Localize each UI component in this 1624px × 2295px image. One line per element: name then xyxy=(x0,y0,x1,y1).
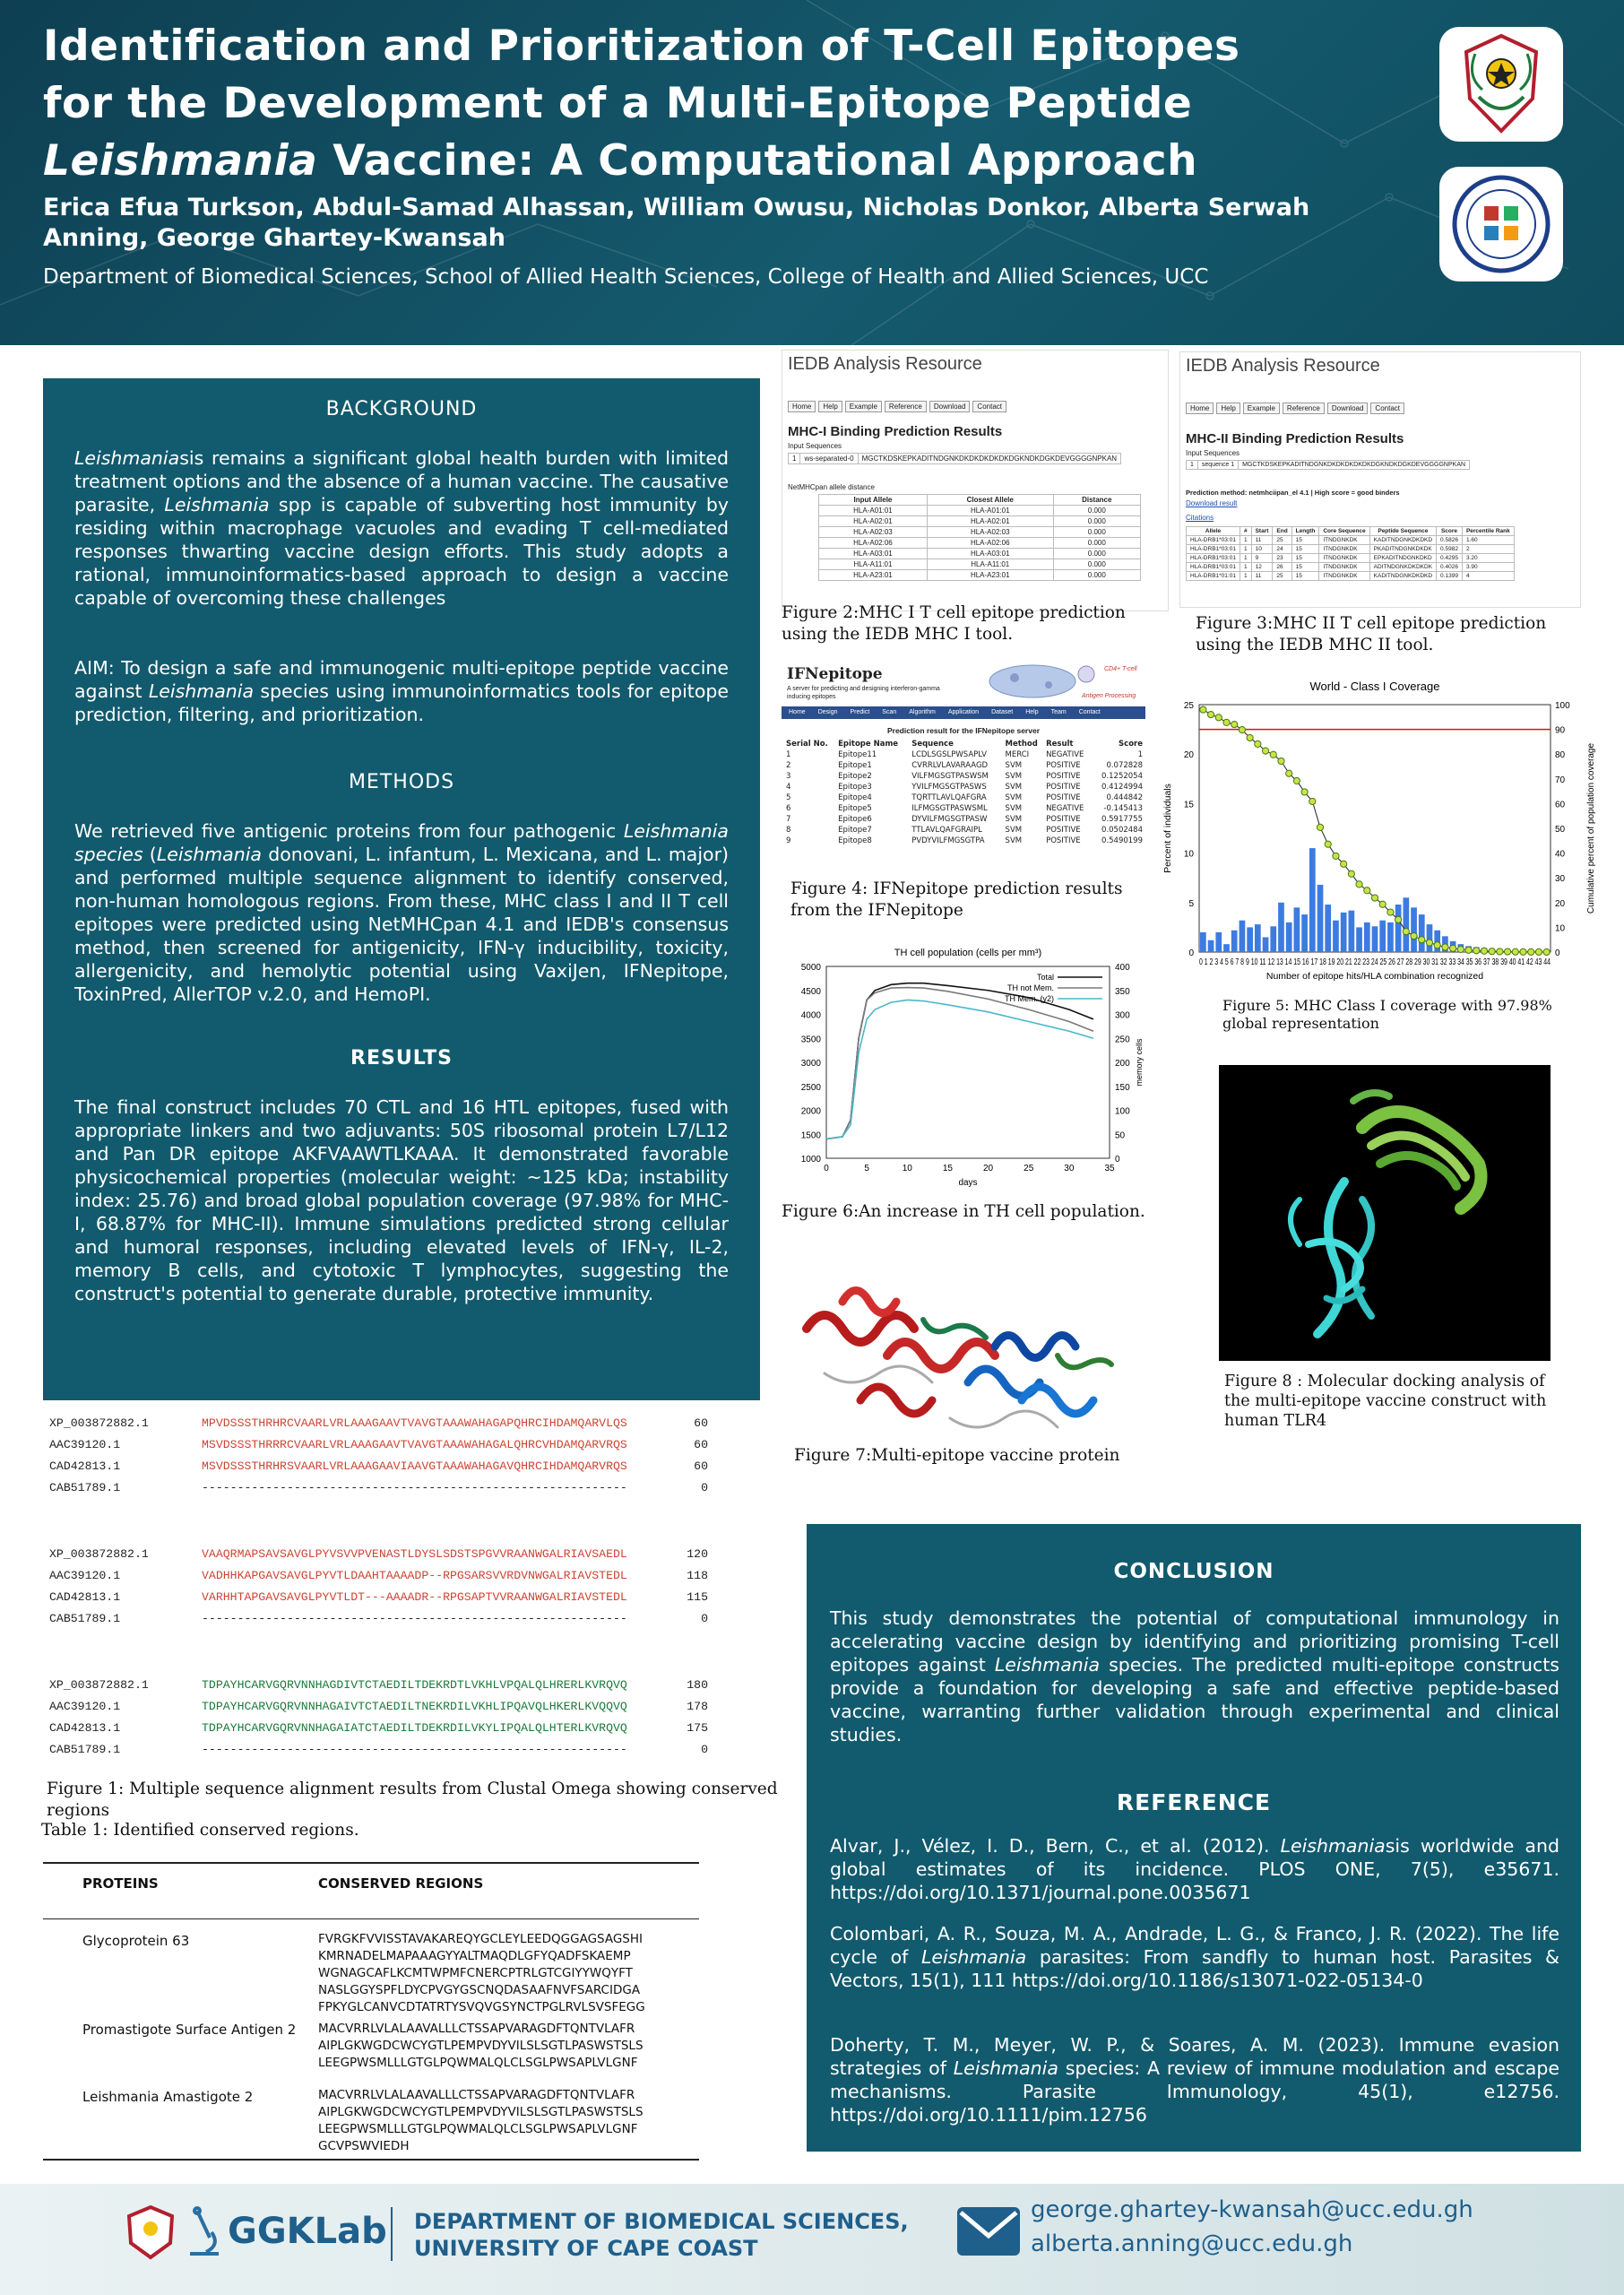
left-text-panel xyxy=(43,378,760,1400)
figure-7-protein-structure-image xyxy=(789,1248,1138,1454)
y2-tick-label: 50 xyxy=(1115,1130,1126,1141)
mail-icon xyxy=(955,2204,1022,2259)
reference-item: Alvar, J., Vélez, I. D., Bern, C., et al. (2012). Leishmaniasis worldwide and global estimates of its incidence. PLOS ONE, 7(5), e35671. https://doi.org/10.1371/journal.pone.0035671 xyxy=(830,1835,1559,1903)
coverage-bar xyxy=(1223,944,1230,952)
y2-tick-label: 40 xyxy=(1555,849,1566,860)
conclusion-heading: CONCLUSION xyxy=(1113,1560,1274,1583)
nav-algorithm[interactable]: Algorithm xyxy=(909,709,936,715)
conserved-region: MACVRRLVLALAAVALLLCTSSAPVARAGDFTQNTVLAFR AIPLGKWGDCWCYGTLPEMPVDYVILSLSGTLPASWSTSLS LEEGPWSMLLLGTGLPQWMALQLCLSGLPWSAPLVLGNF GCVPSWVIEDH xyxy=(318,2088,644,2153)
figure-3-mhc2-screenshot xyxy=(1179,351,1581,608)
cumulative-point xyxy=(1317,824,1323,830)
coverage-bar xyxy=(1333,921,1339,952)
table-1-caption: Table 1: Identified conserved regions. xyxy=(41,1821,359,1840)
table-row: HLA-A02:03 HLA-A02:03 0.000 xyxy=(819,527,1141,538)
coverage-bar xyxy=(1411,907,1417,952)
y-tick-label: 5000 xyxy=(800,963,821,973)
coverage-bar xyxy=(1247,927,1253,952)
figure-4-caption: Figure 4: IFNepitope prediction results from the IFNepitope xyxy=(790,879,1123,920)
y2-tick-label: 80 xyxy=(1555,750,1566,761)
nav-reference[interactable]: Reference xyxy=(885,401,927,412)
ifn-table-title: Prediction result for the IFNepitope server xyxy=(886,726,1041,735)
figure-4-ifnepitope-screenshot xyxy=(782,656,1145,871)
table-row: 3 Epitope2 VILFMGSGTPASWSM SVM POSITIVE 0.1252054 xyxy=(786,772,1143,781)
cohas-seal-logo xyxy=(1439,167,1563,281)
cumulative-point xyxy=(1520,948,1526,955)
legend-label: TH not Mem. xyxy=(1006,983,1054,992)
coverage-bar xyxy=(1240,921,1246,952)
table-row: HLA-A02:01 HLA-A02:01 0.000 xyxy=(819,516,1141,527)
nav-download[interactable]: Download xyxy=(929,401,971,412)
figure-2-caption: Figure 2:MHC I T cell epitope prediction using the IEDB MHC I tool. xyxy=(782,603,1126,644)
coverage-bar xyxy=(1427,924,1433,952)
y-tick-label: 4500 xyxy=(800,986,821,997)
y2-tick-label: 0 xyxy=(1555,948,1560,958)
table-bottom-rule xyxy=(43,2159,699,2161)
y-tick-label: 25 xyxy=(1183,701,1194,711)
table-header-rule xyxy=(43,1918,699,1919)
background-text: Leishmaniasis remains a significant global health burden with limited treatment options and the absence of a human vaccine. The causative parasite, Leishmania spp is capable of subverting host immunity by residing within macrophage vacuoles and evading T cell-mediated responses thwarting vaccine design efforts. This study adopts a rational, immunoinformatics-based approach to design a vaccine capable of overcoming these challenges xyxy=(74,447,729,609)
y2-axis-label: Cumulative percent of population coverage xyxy=(1586,742,1596,914)
legend-label: Total xyxy=(1036,973,1054,982)
chart-background xyxy=(776,940,1153,1199)
table-row: HLA-A02:06 HLA-A02:06 0.000 xyxy=(819,538,1141,549)
cumulative-point xyxy=(1387,909,1394,915)
cumulative-point xyxy=(1450,945,1456,951)
y-tick-label: 4000 xyxy=(800,1010,821,1021)
figure-2-mhc1-screenshot xyxy=(782,350,1169,611)
title-italic-genus: Leishmania xyxy=(43,136,318,186)
coverage-bar xyxy=(1215,932,1222,952)
y2-tick-label: 200 xyxy=(1115,1059,1130,1069)
mhc2-input-label: Input Sequences xyxy=(1186,449,1240,457)
iedb-resource-title: IEDB Analysis Resource xyxy=(1186,356,1380,376)
cumulative-point xyxy=(1255,740,1261,747)
y-tick-label: 2000 xyxy=(800,1106,821,1117)
nav-home[interactable]: Home xyxy=(789,709,806,715)
coverage-bar xyxy=(1379,921,1386,952)
legend-label: TH Mem. (y2) xyxy=(1005,994,1054,1003)
cumulative-point xyxy=(1379,901,1386,907)
allele-table: Input Allele Closest Allele Distance HLA-A01:01 HLA-A01:01 0.000 HLA-A02:01 HLA-A02:01 0.000 HLA-A02:03 HLA-A02:03 0.000 HLA-A02:06 HLA-A02:06 0.000 HLA-A03:01 HLA-A03:01 0.000 HLA-A11:01 HLA-A11:01 0.000 HLA-A23:01 HLA-A23:01 0.000 xyxy=(818,494,1141,581)
cumulative-point xyxy=(1497,948,1503,955)
y2-tick-label: 50 xyxy=(1555,825,1566,835)
cumulative-point xyxy=(1426,940,1432,946)
coverage-bar xyxy=(1325,905,1331,952)
cumulative-point xyxy=(1411,932,1417,939)
coverage-bar xyxy=(1364,922,1370,952)
y2-tick-label: 100 xyxy=(1555,701,1570,711)
ifnepitope-tagline: A server for predicting and designing interferon-gamma inducing epitopes xyxy=(787,686,940,700)
authors-line-2: Anning, George Ghartey-Kwansah xyxy=(43,224,505,252)
cumulative-point xyxy=(1371,895,1378,901)
y-tick-label: 3500 xyxy=(800,1035,821,1045)
cumulative-point xyxy=(1442,944,1448,950)
alignment-row: AAC39120.1 MSVDSSSTHRRRCVAARLVRLAAAGAAVTVAVGTAAAWAHAGALQHRCVHDAMQARVRQS 60 xyxy=(49,1438,708,1451)
right-text-panel xyxy=(807,1524,1581,2152)
table-row: HLA-A23:01 HLA-A23:01 0.000 xyxy=(819,570,1141,581)
banner-label-antigen: Antigen Processing xyxy=(1082,693,1136,699)
iedb-nav xyxy=(788,401,1006,412)
y2-tick-label: 60 xyxy=(1555,800,1566,810)
ifnepitope-banner-graphic xyxy=(961,658,1140,703)
table-row: 2 Epitope1 CVRRLVLAVARAAGD SVM POSITIVE 0.072828 xyxy=(786,761,1143,770)
cumulative-point xyxy=(1348,870,1354,877)
x-axis-label: Number of epitope hits/HLA combination recognized xyxy=(1266,971,1484,982)
alignment-row: CAB51789.1 ------------------------------------------------------------ 0 xyxy=(49,1612,708,1625)
mhc2-results-title: MHC-II Binding Prediction Results xyxy=(1186,431,1404,446)
nav-contact[interactable]: Contact xyxy=(1078,709,1101,715)
ifnepitope-logo: IFNepitope xyxy=(787,665,883,683)
coverage-bar xyxy=(1349,911,1355,952)
y2-tick-label: 70 xyxy=(1555,775,1566,785)
x-tick-label: 35 xyxy=(1104,1164,1115,1173)
mhc2-method-line: Prediction method: netmhciipan_el 4.1 | High score = good binders xyxy=(1186,489,1400,497)
y2-tick-label: 0 xyxy=(1115,1155,1120,1165)
alignment-row: XP_003872882.1 MPVDSSSTHRHRCVAARLVRLAAAGAAVTVAVGTAAAWAHAGAPQHRCIHDAMQARVLQS 60 xyxy=(49,1416,708,1430)
y2-axis-label: memory cells xyxy=(1135,1038,1144,1087)
y2-tick-label: 100 xyxy=(1115,1106,1130,1117)
table-row: HLA-DRB1*03:01 1 11 25 15 ITNDGNKDK KADITNDGNKDKDKD 0.5826 1.60 xyxy=(1187,536,1515,545)
x-tick-label: 25 xyxy=(1024,1164,1034,1173)
table-row: HLA-DRB1*03:01 1 9 23 15 ITNDGNKDK EPKADITNDGNKDKD 0.4295 3.20 xyxy=(1187,554,1515,563)
cumulative-point xyxy=(1200,706,1206,713)
coverage-bar xyxy=(1356,927,1362,952)
coverage-bar xyxy=(1286,922,1292,952)
x-tick-label: 5 xyxy=(864,1164,869,1173)
email-alberta[interactable]: alberta.anning@ucc.edu.gh xyxy=(1031,2230,1353,2257)
y-axis-label: Percent of individuals xyxy=(1162,784,1173,873)
methods-text: We retrieved five antigenic proteins from four pathogenic Leishmania species (Leishmania donovani, L. infantum, L. Mexicana, and L. major) and performed multiple sequence alignment to identify conserved, non-human homologous regions. From these, MHC class I and II T cell epitopes were predicted using NetMHCpan 4.1 and IEDB's consensus method, then screened for antigenicity, IFN-γ inducibility, toxicity, allergenicity, and hemolytic potential using VaxiJen, IFNepitope, ToxinPred, AllerTOP v.2.0, and HemoPI. xyxy=(74,820,730,1005)
chart-title: World - Class I Coverage xyxy=(1309,680,1440,693)
cumulative-point xyxy=(1247,734,1253,740)
cumulative-point xyxy=(1262,748,1268,754)
mhc2-results-table: Allele # Start End Length Core Sequence Peptide Sequence Score Percentile Rank HLA-DRB1*03:01 1 11 25 15 ITNDGNKDK KADITNDGNKDKDKD 0.5826 1.60 HLA-DRB1*03:01 1 10 24 15 ITNDGNKDK PKADITNDGNKDKDK 0.5982 2 HLA-DRB1*03:01 1 9 23 15 ITNDGNKDK EPKADITNDGNKDKD 0.4295 3.20 HLA-DRB1*03:01 1 12 26 15 ITNDGNKDK ADITNDGNKDKDKDK 0.4026 3.90 HLA-DRB1*01:01 1 11 25 15 ITNDGNKDK KADITNDGNKDKDKD 0.1399 4 xyxy=(1186,526,1515,581)
alignment-row: CAB51789.1 ------------------------------------------------------------ 0 xyxy=(49,1481,708,1494)
cumulative-point xyxy=(1489,948,1495,955)
figure-8-docking-image xyxy=(1219,1065,1551,1361)
conserved-region: MACVRRLVLALAAVALLLCTSSAPVARAGDFTQNTVLAFR AIPLGKWGDCWCYGTLPEMPVDYVILSLSGTLPASWSTSLS LEEGPWSMLLLGTGLPQWMALQLCLSGLPWSAPLVLGNF xyxy=(318,2022,644,2070)
cumulative-point xyxy=(1286,770,1292,776)
coverage-bar xyxy=(1231,931,1238,952)
alignment-row: CAD42813.1 MSVDSSSTHRHRSVAARLVRLAAAGAAVIAAVGTAAAWAHAGAVQHRCIHDAMQARVRQS 60 xyxy=(49,1459,708,1473)
nav-dataset[interactable]: Dataset xyxy=(991,709,1014,715)
conserved-region: FVRGKFVVISSTAVAKAREQYGCLEYLEEDQGGAGSAGSHI KMRNADELMAPAAAGYYALTMAQDLGFYQADFSKAEMP WGNAGCAFLKCMTWPMFCNERCPTRLGTCGIYYWQYFT NASLGGYSPFLDYCPVGYGSCNQDASAAFNVFSARCIDGA FPKYGLCANVCDTATRTYSVQVGSYNCTPGLRVLSVSFEGG xyxy=(318,1932,645,2014)
figure-5-caption: Figure 5: MHC Class I coverage with 97.98% global representation xyxy=(1222,997,1552,1032)
table-row: HLA-DRB1*03:01 1 12 26 15 ITNDGNKDK ADITNDGNKDKDKDK 0.4026 3.90 xyxy=(1187,563,1515,572)
nav-help[interactable]: Help xyxy=(1025,709,1039,715)
x-tick-label: 10 xyxy=(902,1164,912,1173)
table-row: HLA-DRB1*01:01 1 11 25 15 ITNDGNKDK KADITNDGNKDKDKD 0.1399 4 xyxy=(1187,572,1515,581)
x-tick-labels: 0 1 2 3 4 5 6 7 8 9 10 11 12 13 14 15 16 17 18 19 20 21 22 23 24 25 26 27 28 29 30 31 32 33 34 35 36 37 38 39 40 41 42 43 44 xyxy=(1199,957,1551,967)
coverage-bar xyxy=(1255,924,1261,952)
email-george[interactable]: george.ghartey-kwansah@ucc.edu.gh xyxy=(1031,2196,1473,2223)
cumulative-point xyxy=(1528,948,1534,955)
cumulative-point xyxy=(1293,777,1300,784)
cumulative-point xyxy=(1341,861,1347,867)
y2-tick-label: 10 xyxy=(1555,923,1566,934)
nav-example[interactable]: Example xyxy=(845,401,882,412)
coverage-bar xyxy=(1387,922,1394,952)
x-tick-label: 20 xyxy=(983,1164,994,1173)
coverage-bar xyxy=(1309,848,1316,952)
table-row: 5 Epitope4 TQRTTLAVLQAFGRA SVM POSITIVE 0.444842 xyxy=(786,793,1143,802)
nav-application[interactable]: Application xyxy=(947,709,980,715)
x-tick-label: 15 xyxy=(942,1164,953,1173)
background-heading: BACKGROUND xyxy=(325,398,478,420)
figure-8-caption: Figure 8 : Molecular docking analysis of the multi-epitope vaccine construct with human TLR4 xyxy=(1224,1373,1547,1430)
coverage-bar xyxy=(1403,897,1409,952)
table-row: 6 Epitope5 ILFMGSGTPASWSML SVM NEGATIVE -0.145413 xyxy=(786,804,1143,813)
alignment-row: XP_003872882.1 VAAQRMAPSAVSAVGLPYVSVVPVENASTLDYSLSDSTSPGVVRAANWGALRIAVSAEDL 120 xyxy=(49,1547,708,1561)
title-rest: Vaccine: A Computational Approach xyxy=(317,136,1198,186)
coverage-bar xyxy=(1263,937,1269,952)
y-tick-label: 1000 xyxy=(800,1155,821,1165)
ifn-results-table: Serial No. Epitope Name Sequence Method Result Score 1 Epitope11 LCDLSGSLPWSAPLV MERCI NEGATIVE 1 2 Epitope1 CVRRLVLAVARAAGD SVM POSITIVE 0.072828 3 Epitope2 VILFMGSGTPASWSM SVM POSITIVE 0.1252054 4 Epitope3 YVILFMGSGTPASWS SVM POSITIVE 0.4124994 5 Epitope4 TQRTTLAVLQAFGRA SVM POSITIVE 0.444842 6 Epitope5 ILFMGSGTPASWSML SVM NEGATIVE -0.145413 7 Epitope6 DYVILFMGSGTPASW SVM POSITIVE 0.5917755 8 Epitope7 TTLAVLQAFGRAIPL SVM POSITIVE 0.0502484 9 Epitope8 PVDYVILFMGSGTPA SVM POSITIVE 0.5490199 xyxy=(786,740,1143,845)
y-tick-label: 1500 xyxy=(800,1130,821,1141)
cumulative-point xyxy=(1481,948,1487,954)
cumulative-point xyxy=(1239,727,1245,733)
table-row: 7 Epitope6 DYVILFMGSGTPASW SVM POSITIVE 0.5917755 xyxy=(786,815,1143,824)
mhc1-input-table: 1 ws-separated-0 MGCTKDSKEPKADITNDGNKDKDKDKDKDKDGKNDKDGKDEVGGGGNPKAN xyxy=(788,453,1121,464)
x-tick-label: 0 xyxy=(824,1164,829,1173)
protein-name: Promastigote Surface Antigen 2 xyxy=(82,2022,297,2038)
alignment-row: AAC39120.1 VADHHKAPGAVSAVGLPYVTLDAAHTAAAADP--RPGSARSVVRDVNWGALRIAVSTEDL 118 xyxy=(49,1569,708,1582)
y-tick-label: 0 xyxy=(1188,948,1194,958)
mhc1-input-label: Input Sequences xyxy=(788,442,842,450)
coverage-bar xyxy=(1208,940,1214,952)
allele-distance-label: NetMHCpan allele distance xyxy=(788,483,875,491)
reference-heading: REFERENCE xyxy=(1116,1789,1272,1815)
y-tick-label: 10 xyxy=(1183,849,1194,860)
coverage-bar xyxy=(1200,932,1206,952)
title-line-3 xyxy=(43,136,1197,186)
y-tick-label: 2500 xyxy=(800,1082,821,1093)
coverage-bar xyxy=(1317,885,1324,952)
coverage-bar xyxy=(1301,914,1308,952)
department: Department of Biomedical Sciences, School of Allied Health Sciences, College of Health and Allied Sciences, UCC xyxy=(43,265,1209,289)
cumulative-point xyxy=(1364,888,1370,894)
table-row: HLA-A01:01 HLA-A01:01 0.000 xyxy=(819,506,1141,516)
cumulative-point xyxy=(1465,947,1472,953)
ucc-crest-logo xyxy=(1439,27,1563,142)
figure-6-caption: Figure 6:An increase in TH cell population. xyxy=(782,1202,1145,1221)
coverage-bar xyxy=(1372,926,1378,952)
table-row: HLA-A11:01 HLA-A11:01 0.000 xyxy=(819,559,1141,570)
iedb-resource-title: IEDB Analysis Resource xyxy=(788,354,982,374)
figure-3-caption: Figure 3:MHC II T cell epitope prediction using the IEDB MHC II tool. xyxy=(1196,614,1547,654)
coverage-bar xyxy=(1278,903,1284,952)
y-tick-label: 3000 xyxy=(800,1059,821,1069)
cumulative-point xyxy=(1309,798,1316,804)
microscope-icon xyxy=(185,2205,224,2259)
cumulative-point xyxy=(1403,928,1409,934)
cumulative-point xyxy=(1512,948,1518,955)
cumulative-point xyxy=(1419,937,1425,943)
reference-item: Doherty, T. M., Meyer, W. P., & Soares, A. M. (2023). Immune evasion strategies of Leishmania species: A review of immune modulation and escape mechanisms. Parasite Immunology, 45(1), e12756. https://doi.org/10.1111/pim.12756 xyxy=(830,2034,1559,2126)
conclusion-text: This study demonstrates the potential of computational immunology in accelerating vaccine design by identifying and prioritizing promising T-cell epitopes against Leishmania species. The predicted multi-epitope constructs provide a foundation for developing a safe and effective peptide-based vaccine, warranting further validation through experimental and clinical studies. xyxy=(830,1607,1559,1745)
cumulative-point xyxy=(1278,758,1284,764)
chart-title: TH cell population (cells per mm³) xyxy=(894,948,1042,958)
cumulative-point xyxy=(1231,721,1238,727)
y-tick-label: 15 xyxy=(1183,800,1194,810)
footer-divider xyxy=(391,2207,393,2261)
aim-text: AIM: To design a safe and immunogenic multi-epitope peptide vaccine against Leishmania species using immunoinformatics tools for epitope prediction, filtering, and prioritization. xyxy=(74,657,729,725)
cumulative-point xyxy=(1395,916,1402,922)
authors-line-1: Erica Efua Turkson, Abdul-Samad Alhassan, William Owusu, Nicholas Donkor, Alberta Serwah xyxy=(43,194,1310,221)
cumulative-point xyxy=(1325,841,1331,847)
table-row: 8 Epitope7 TTLAVLQAFGRAIPL SVM POSITIVE 0.0502484 xyxy=(786,826,1143,835)
reference-item: Colombari, A. R., Souza, M. A., Andrade, L. G., & Franco, J. R. (2022). The life cycle of Leishmania parasites: From sandfly to human host. Parasites & Vectors, 15(1), 111 https://doi.org/10.1186/s13071-022-05134-0 xyxy=(830,1923,1559,1991)
poster-footer xyxy=(0,2184,1624,2295)
ifnepitope-nav xyxy=(782,706,1145,719)
y-tick-label: 5 xyxy=(1188,898,1194,909)
alignment-row: XP_003872882.1 TDPAYHCARVGQRVNNHAGDIVTCTAEDILTDEKRDTLVKHLVPQALQLHRERLKVRQVQ 180 xyxy=(49,1678,708,1692)
y2-tick-label: 400 xyxy=(1115,963,1130,973)
nav-download[interactable]: Download xyxy=(1327,403,1369,414)
results-text: The final construct includes 70 CTL and 16 HTL epitopes, fused with appropriate linkers and two adjuvants: 50S ribosomal protein L7/L12 and Pan DR epitope AKFVAAWTLKAAA. It demonstrated favorable physicochemical properties (molecular weight: ~125 kDa; instability index: 25.76) and broad global population coverage (97.98% for MHC-I, 68.87% for MHC-II). Immune simulations predicted strong cellular and humoral responses, including elevated levels of IFN-γ, IL-2, memory B cells, and cytotoxic T lymphocytes, suggesting the construct's potential to generate durable, protective immunity. xyxy=(74,1096,729,1304)
cumulative-point xyxy=(1504,948,1510,955)
y2-tick-label: 250 xyxy=(1115,1035,1130,1045)
table-row: HLA-DRB1*03:01 1 10 24 15 ITNDGNKDK PKADITNDGNKDKDK 0.5982 2 xyxy=(1187,545,1515,554)
alignment-row: CAB51789.1 ------------------------------------------------------------ 0 xyxy=(49,1743,708,1756)
nav-contact[interactable]: Contact xyxy=(972,401,1006,412)
coverage-bar xyxy=(1341,913,1347,952)
table-row: 4 Epitope3 YVILFMGSGTPASWS SVM POSITIVE 0.4124994 xyxy=(786,783,1143,792)
cumulative-point xyxy=(1207,711,1214,717)
table-row: 1 Epitope11 LCDLSGSLPWSAPLV MERCI NEGATIVE 1 xyxy=(786,750,1143,759)
figure-6-th-cell-chart xyxy=(776,940,1153,1199)
nav-help[interactable]: Help xyxy=(1216,403,1240,414)
x-tick-label: 30 xyxy=(1064,1164,1075,1173)
mhc1-results-title: MHC-I Binding Prediction Results xyxy=(788,424,1003,439)
nav-team[interactable]: Team xyxy=(1050,709,1067,715)
alignment-row: CAD42813.1 TDPAYHCARVGQRVNNHAGAIATCTAEDILTDEKRDILVKYLIPQALQLHTERLKVRQVQ 175 xyxy=(49,1721,708,1735)
nav-home[interactable]: Home xyxy=(1186,403,1214,414)
iedb-nav xyxy=(1186,403,1404,414)
cumulative-point xyxy=(1543,948,1550,955)
download-result-link[interactable]: Download result xyxy=(1186,499,1238,507)
banner-label-cd4: CD4+ T-cell xyxy=(1104,666,1137,672)
footer-dept-line-1: DEPARTMENT OF BIOMEDICAL SCIENCES, xyxy=(414,2209,909,2234)
ggklab-logo: GGKLab xyxy=(228,2211,387,2252)
nav-contact[interactable]: Contact xyxy=(1370,403,1404,414)
table-top-rule xyxy=(43,1862,699,1864)
table-row: 9 Epitope8 PVDYVILFMGSGTPA SVM POSITIVE 0.5490199 xyxy=(786,836,1143,845)
figure-5-coverage-chart xyxy=(1156,674,1604,997)
coverage-bar xyxy=(1270,926,1276,952)
figure-7-caption: Figure 7:Multi-epitope vaccine protein xyxy=(794,1446,1120,1465)
cumulative-point xyxy=(1301,789,1308,795)
results-heading: RESULTS xyxy=(350,1047,453,1070)
nav-reference[interactable]: Reference xyxy=(1283,403,1325,414)
y2-tick-label: 350 xyxy=(1115,986,1130,997)
coverage-bar xyxy=(1419,914,1425,952)
cumulative-point xyxy=(1356,881,1362,888)
protein-name: Glycoprotein 63 xyxy=(82,1933,190,1949)
y2-tick-label: 30 xyxy=(1555,874,1566,885)
nav-home[interactable]: Home xyxy=(788,401,816,412)
y2-tick-label: 300 xyxy=(1115,1010,1130,1021)
cumulative-point xyxy=(1333,853,1339,859)
y-tick-label: 20 xyxy=(1183,750,1194,761)
methods-heading: METHODS xyxy=(348,771,455,793)
nav-scan[interactable]: Scan xyxy=(882,709,897,715)
alignment-row: CAD42813.1 VARHHTAPGAVSAVGLPYVTLDT---AAAADR--RPGSAPTVVRAANWGALRIAVSTEDL 115 xyxy=(49,1590,708,1604)
table-row: HLA-A03:01 HLA-A03:01 0.000 xyxy=(819,549,1141,559)
protein-name: Leishmania Amastigote 2 xyxy=(82,2089,254,2105)
table-header-proteins: PROTEINS xyxy=(82,1875,159,1892)
poster-header xyxy=(0,0,1624,345)
title-line-1: Identification and Prioritization of T-Cell Epitopes xyxy=(43,22,1240,71)
table-header-conserved: CONSERVED REGIONS xyxy=(318,1875,484,1892)
cumulative-point xyxy=(1215,714,1222,721)
nav-example[interactable]: Example xyxy=(1243,403,1280,414)
cumulative-point xyxy=(1434,942,1440,948)
citations-link[interactable]: Citations xyxy=(1186,514,1214,522)
footer-dept-line-2: UNIVERSITY OF CAPE COAST xyxy=(414,2236,758,2261)
cumulative-point xyxy=(1535,948,1542,955)
figure-1-caption: Figure 1: Multiple sequence alignment results from Clustal Omega showing conserved regions xyxy=(47,1780,778,1820)
cumulative-point xyxy=(1457,946,1464,952)
y2-tick-label: 150 xyxy=(1115,1082,1130,1093)
cumulative-point xyxy=(1223,719,1230,725)
ucc-crest-small-icon xyxy=(125,2204,176,2261)
cumulative-point xyxy=(1270,751,1276,758)
coverage-bar xyxy=(1395,905,1402,952)
y2-tick-label: 20 xyxy=(1555,898,1566,909)
y2-tick-label: 90 xyxy=(1555,725,1566,736)
nav-predict[interactable]: Predict xyxy=(850,709,870,715)
coverage-bar xyxy=(1294,907,1300,952)
x-axis-label: days xyxy=(958,1178,978,1188)
mhc2-input-table: 1 sequence 1 MGCTKDSKEPKADITNDGNKDKDKDKDKDKDGKNDKDGKDEVGGGGNPKAN xyxy=(1186,460,1470,470)
nav-help[interactable]: Help xyxy=(818,401,842,412)
title-line-2: for the Development of a Multi-Epitope Peptide xyxy=(43,79,1193,128)
nav-design[interactable]: Design xyxy=(817,709,838,715)
cumulative-point xyxy=(1473,948,1480,954)
alignment-row: AAC39120.1 TDPAYHCARVGQRVNNHAGAIVTCTAEDILTNEKRDILVKHLIPQAVQLHKERLKVQQVQ 178 xyxy=(49,1700,708,1713)
